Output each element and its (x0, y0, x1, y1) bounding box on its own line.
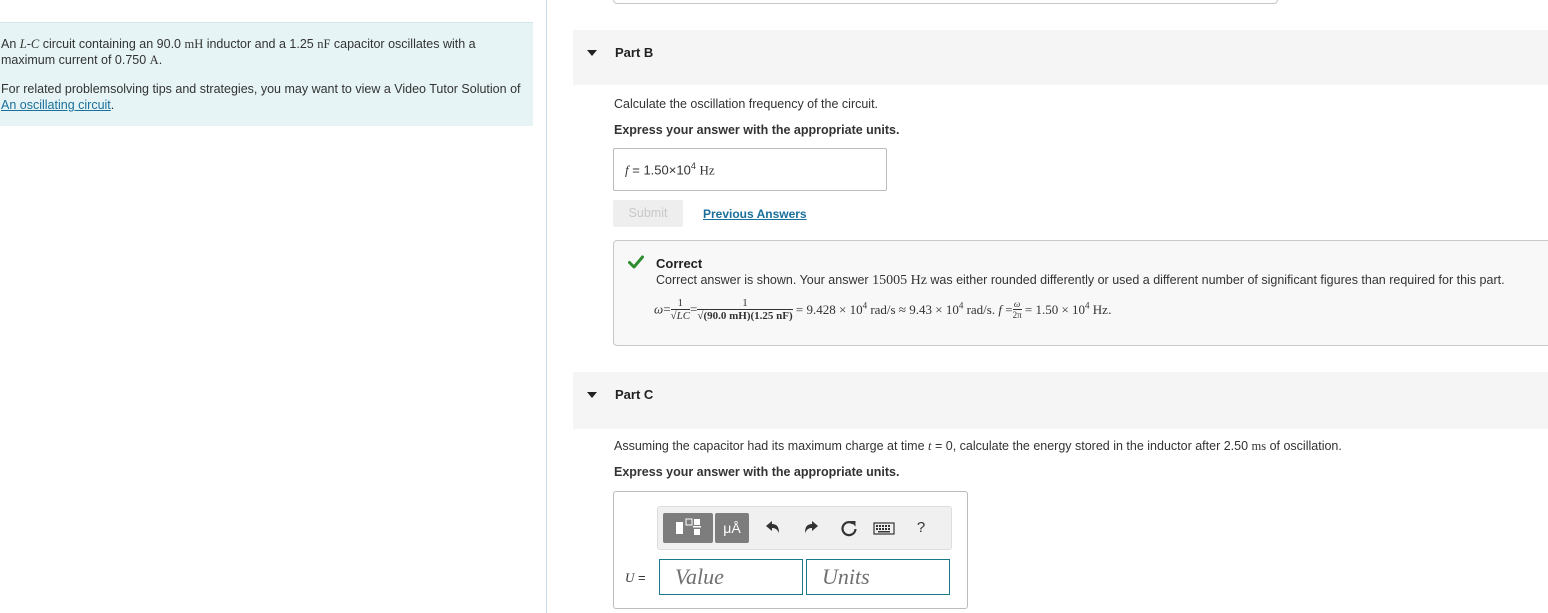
equals: = (663, 301, 671, 317)
keyboard-icon (872, 513, 896, 543)
solution-math (654, 297, 1354, 337)
feedback-title: Correct (656, 256, 703, 271)
equals: = (1001, 302, 1013, 318)
question-text: = 0, calculate the energy stored in the inductor after 2.50 (931, 439, 1252, 453)
redo-button[interactable] (800, 513, 822, 543)
previous-answers-link[interactable]: Previous Answers (703, 207, 807, 221)
question-text: of oscillation. (1266, 439, 1342, 453)
problem-intro (1, 36, 521, 68)
unit-mh: mH (184, 37, 204, 51)
feedback-text: Correct answer is shown. Your answer (656, 273, 873, 287)
result-text: Hz (1089, 302, 1108, 318)
tips-text: For related problemsolving tips and strategies, you may want to view a Video Tutor Solution of (1, 82, 521, 96)
part-b-header[interactable] (573, 30, 1548, 85)
tips-text: . (110, 98, 115, 112)
reset-button[interactable] (838, 513, 860, 543)
templates-button[interactable] (663, 513, 713, 543)
fraction-1-over-sqrt-values (697, 297, 792, 322)
var-f: f (625, 162, 629, 178)
unit-ms: ms (1251, 439, 1267, 453)
answer-unit: Hz (699, 162, 715, 178)
answer-label (625, 570, 646, 586)
omega-result (796, 302, 1013, 317)
problem-statement-panel (0, 22, 533, 126)
denominator: 2π (1012, 310, 1022, 320)
exponent: 4 (1085, 300, 1090, 311)
numerator: 1 (671, 297, 691, 310)
frequency-result (1025, 302, 1112, 317)
units-button[interactable]: μÅ (715, 513, 749, 543)
part-b-question: Calculate the oscillation frequency of the circuit. (614, 97, 879, 111)
numerator: 1 (697, 297, 792, 310)
part-b-title: Part B (615, 45, 654, 60)
units-input[interactable] (806, 559, 950, 595)
var-t: t (928, 439, 932, 453)
answer-exponent: 4 (690, 161, 696, 171)
checkmark-icon (628, 255, 644, 269)
your-answer-value: 15005 Hz (872, 273, 927, 288)
panel-divider (546, 0, 547, 613)
reset-icon (838, 513, 860, 543)
equals: = (628, 162, 644, 178)
templates-icon (663, 513, 713, 543)
part-c-question (614, 439, 1342, 454)
intro-text: An (1, 37, 20, 51)
part-c-instruction: Express your answer with the appropriate units. (614, 465, 900, 479)
value-input[interactable] (659, 559, 803, 595)
undo-icon (762, 513, 784, 543)
fraction-1-over-sqrt-lc (671, 297, 691, 322)
collapse-triangle-icon[interactable] (587, 392, 597, 398)
sqrt-values: (90.0 mH)(1.25 nF) (703, 310, 793, 322)
part-c-header[interactable] (573, 372, 1548, 429)
video-tutor-link[interactable]: An oscillating circuit (1, 98, 111, 112)
equals: = (634, 570, 646, 585)
feedback-text: was either rounded differently or used a different number of significant figures than required for this part. (926, 273, 1505, 287)
feedback-message (656, 273, 1505, 289)
var-l: L (19, 37, 27, 51)
collapse-triangle-icon[interactable] (587, 50, 597, 56)
exponent: 4 (862, 300, 868, 311)
math-toolbar (657, 506, 952, 550)
part-a-box-edge (613, 0, 1278, 4)
var-c: C (30, 37, 40, 51)
exponent: 4 (958, 300, 964, 311)
var-u: U (625, 570, 635, 585)
answer-mantissa: 1.50×10 (643, 162, 691, 178)
result-text: rad/s ≈ 9.43 × 10 (867, 302, 959, 318)
result-text: = 9.428 × 10 (795, 302, 863, 318)
part-b-instruction: Express your answer with the appropriate units. (614, 123, 900, 137)
part-b-answer (625, 161, 715, 178)
keyboard-button[interactable] (872, 513, 896, 543)
intro-text: inductor and a 1.25 (203, 37, 318, 51)
omega-symbol: ω (654, 301, 664, 317)
intro-text: . (158, 53, 163, 67)
fraction-omega-over-2pi (1013, 299, 1022, 320)
result-text: . (1107, 302, 1112, 318)
result-text: rad/s. (963, 302, 999, 318)
undo-button[interactable] (762, 513, 784, 543)
part-c-answer-box (613, 491, 968, 609)
redo-icon (800, 513, 822, 543)
help-button[interactable]: ? (916, 519, 926, 536)
numerator: ω (1013, 299, 1021, 309)
denominator: √LC (670, 310, 691, 322)
intro-text: capacitor oscillates with a maximum current of 0.750 (1, 37, 476, 67)
part-c-title: Part C (615, 387, 654, 402)
unit-nf: nF (317, 37, 331, 51)
submit-button[interactable]: Submit (613, 200, 683, 227)
equals: = (690, 301, 698, 317)
feedback-box (613, 240, 1548, 346)
question-text: Assuming the capacitor had its maximum charge at time (614, 439, 929, 453)
unit-a: A (149, 53, 159, 67)
dash: - (26, 37, 31, 51)
intro-text: circuit containing an 90.0 (39, 37, 185, 51)
sqrt-lc: LC (676, 310, 691, 322)
part-b-answer-box (613, 148, 887, 191)
tips-paragraph (1, 81, 521, 113)
var-f: f (998, 302, 1002, 318)
denominator: √(90.0 mH)(1.25 nF) (697, 310, 793, 322)
result-text: = 1.50 × 10 (1024, 302, 1086, 318)
